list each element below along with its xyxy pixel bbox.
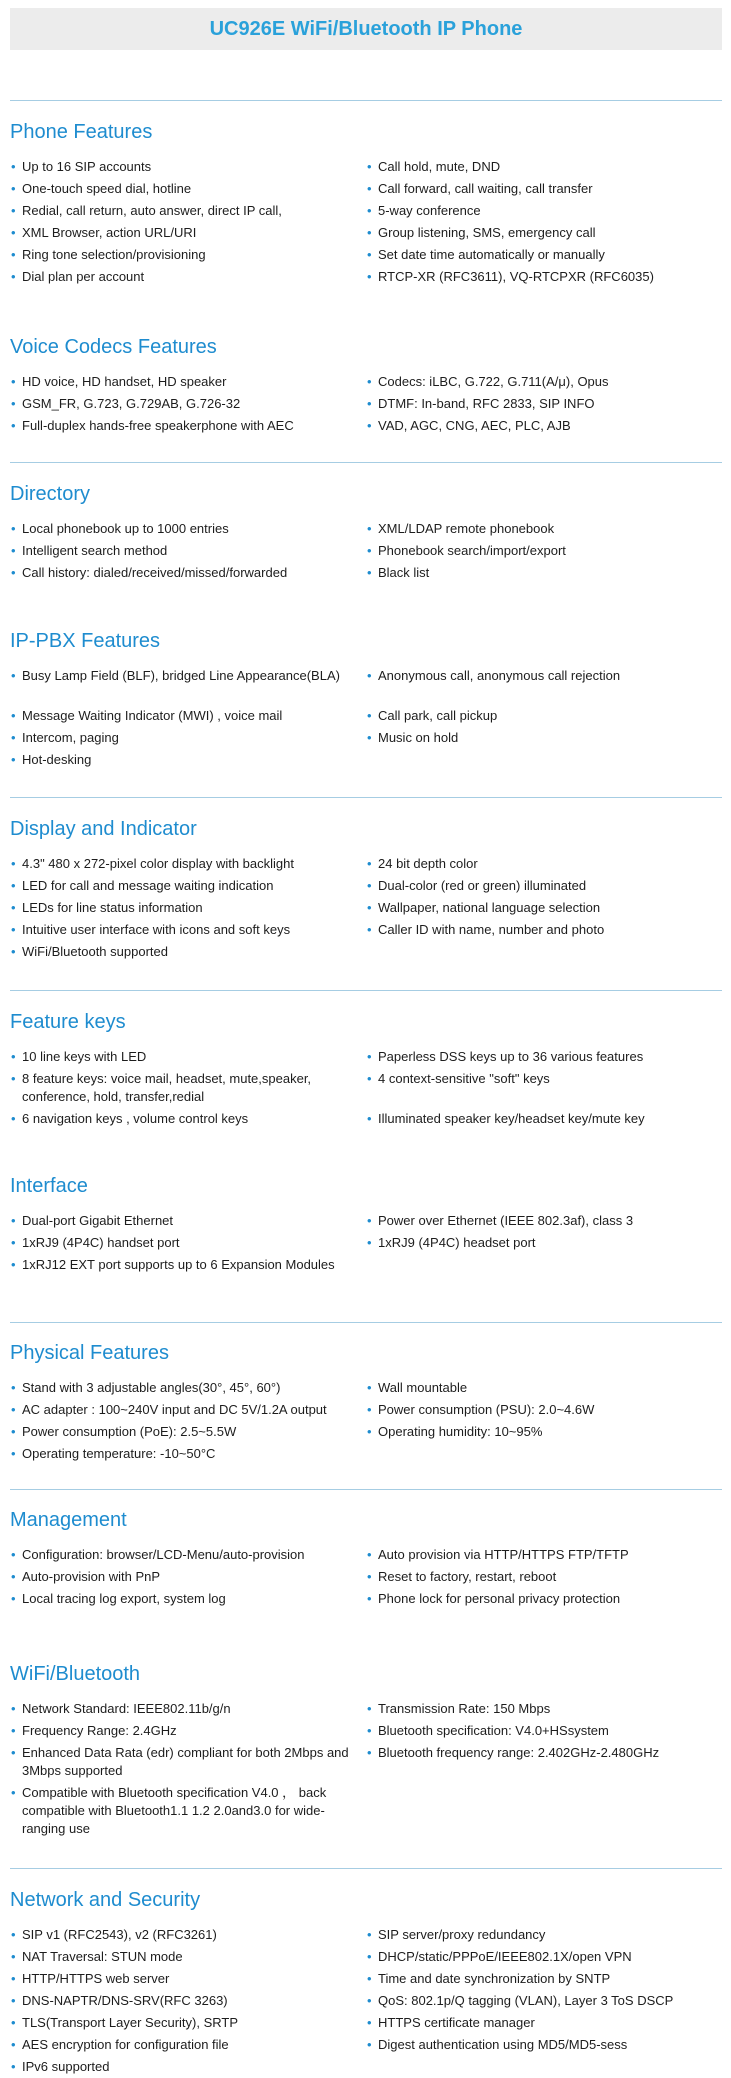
- feature-text: 24 bit depth color: [378, 856, 478, 871]
- bullet-icon: •: [11, 2059, 16, 2074]
- feature-text: Enhanced Data Rata (edr) compliant for both 2Mbps and 3Mbps supported: [22, 1745, 349, 1778]
- feature-text: Ring tone selection/provisioning: [22, 247, 206, 262]
- feature-text: XML Browser, action URL/URI: [22, 225, 197, 240]
- feature-item: [10, 268, 362, 286]
- feature-item: [366, 1700, 718, 1718]
- feature-item: [10, 564, 362, 582]
- feature-text: Bluetooth frequency range: 2.402GHz-2.480GHz: [378, 1745, 660, 1760]
- feature-item: [366, 395, 718, 413]
- feature-text: Configuration: browser/LCD-Menu/auto-provision: [22, 1547, 305, 1562]
- bullet-icon: •: [11, 1049, 16, 1064]
- feature-section: [10, 482, 722, 580]
- bullet-icon: •: [367, 396, 372, 411]
- feature-text: Full-duplex hands-free speakerphone with AEC: [22, 418, 294, 433]
- bullet-icon: •: [367, 2037, 372, 2052]
- feature-text: DHCP/static/PPPoE/IEEE802.1X/open VPN: [378, 1949, 632, 1964]
- feature-text: Redial, call return, auto answer, direct IP call,: [22, 203, 282, 218]
- feature-item: [366, 542, 718, 560]
- feature-item: [366, 1744, 718, 1762]
- bullet-icon: •: [367, 225, 372, 240]
- feature-text: Power over Ethernet (IEEE 802.3af), class 3: [378, 1213, 634, 1228]
- feature-section: [10, 1508, 722, 1606]
- feature-text: HTTPS certificate manager: [378, 2015, 535, 2030]
- title-bar: [10, 8, 722, 50]
- bullet-icon: •: [367, 1380, 372, 1395]
- bullet-icon: •: [367, 708, 372, 723]
- bullet-icon: •: [11, 1213, 16, 1228]
- feature-item: [10, 1784, 362, 1838]
- bullet-icon: •: [11, 878, 16, 893]
- section-heading: Display and Indicator: [10, 818, 197, 840]
- bullet-icon: •: [367, 2015, 372, 2030]
- section-heading: Voice Codecs Features: [10, 336, 217, 358]
- section-heading: Network and Security: [10, 1889, 201, 1911]
- bullet-icon: •: [367, 900, 372, 915]
- feature-item: [366, 1722, 718, 1740]
- section-divider: [10, 1489, 722, 1490]
- bullet-icon: •: [11, 668, 16, 683]
- feature-text: Power consumption (PSU): 2.0~4.6W: [378, 1402, 595, 1417]
- feature-text: Dual-color (red or green) illuminated: [378, 878, 587, 893]
- bullet-icon: •: [11, 565, 16, 580]
- feature-text: Message Waiting Indicator (MWI) , voice mail: [22, 708, 283, 723]
- feature-text: Operating temperature: -10~50°C: [22, 1446, 216, 1461]
- feature-text: Dual-port Gigabit Ethernet: [22, 1213, 174, 1228]
- feature-item: [366, 520, 718, 538]
- bullet-icon: •: [367, 565, 372, 580]
- feature-text: 1xRJ12 EXT port supports up to 6 Expansion Modules: [22, 1257, 335, 1272]
- feature-text: LED for call and message waiting indication: [22, 878, 274, 893]
- bullet-icon: •: [367, 1213, 372, 1228]
- feature-item: [366, 877, 718, 895]
- bullet-icon: •: [367, 1569, 372, 1584]
- feature-text: 4.3" 480 x 272-pixel color display with backlight: [22, 856, 294, 871]
- bullet-icon: •: [11, 1723, 16, 1738]
- feature-section: [10, 629, 722, 767]
- feature-text: Wallpaper, national language selection: [378, 900, 601, 915]
- section-heading: IP-PBX Features: [10, 630, 161, 652]
- bullet-icon: •: [11, 396, 16, 411]
- feature-item: [366, 1568, 718, 1586]
- bullet-icon: •: [11, 730, 16, 745]
- feature-item: [366, 729, 718, 747]
- feature-item: [10, 943, 362, 961]
- bullet-icon: •: [367, 247, 372, 262]
- bullet-icon: •: [11, 1993, 16, 2008]
- bullet-icon: •: [11, 181, 16, 196]
- bullet-icon: •: [11, 269, 16, 284]
- bullet-icon: •: [367, 1971, 372, 1986]
- feature-text: TLS(Transport Layer Security), SRTP: [22, 2015, 239, 2030]
- feature-item: [366, 1590, 718, 1608]
- feature-item: [366, 1110, 718, 1128]
- bullet-icon: •: [367, 1591, 372, 1606]
- feature-text: Black list: [378, 565, 430, 580]
- bullet-icon: •: [11, 752, 16, 767]
- feature-text: Operating humidity: 10~95%: [378, 1424, 543, 1439]
- bullet-icon: •: [11, 374, 16, 389]
- feature-item: [366, 158, 718, 176]
- feature-item: [366, 1379, 718, 1397]
- feature-item: [366, 1992, 718, 2010]
- feature-section: [10, 817, 722, 959]
- feature-text: DNS-NAPTR/DNS-SRV(RFC 3263): [22, 1993, 228, 2008]
- feature-item: [10, 542, 362, 560]
- feature-text: Time and date synchronization by SNTP: [378, 1971, 611, 1986]
- bullet-icon: •: [367, 1424, 372, 1439]
- feature-text: Group listening, SMS, emergency call: [378, 225, 596, 240]
- feature-section: [10, 1174, 722, 1272]
- bullet-icon: •: [11, 1547, 16, 1562]
- feature-item: [10, 1379, 362, 1397]
- bullet-icon: •: [367, 418, 372, 433]
- feature-item: [366, 1234, 718, 1252]
- feature-item: [10, 1110, 362, 1128]
- bullet-icon: •: [11, 1927, 16, 1942]
- feature-text: Anonymous call, anonymous call rejection: [378, 668, 621, 683]
- feature-section: [10, 120, 722, 284]
- feature-text: SIP v1 (RFC2543), v2 (RFC3261): [22, 1927, 217, 1942]
- bullet-icon: •: [367, 1071, 372, 1086]
- section-divider: [10, 1868, 722, 1869]
- bullet-icon: •: [11, 1235, 16, 1250]
- bullet-icon: •: [367, 1993, 372, 2008]
- feature-text: Local phonebook up to 1000 entries: [22, 521, 229, 536]
- feature-text: NAT Traversal: STUN mode: [22, 1949, 183, 1964]
- feature-text: Stand with 3 adjustable angles(30°, 45°, 60°): [22, 1380, 281, 1395]
- feature-item: [10, 1070, 362, 1106]
- feature-text: WiFi/Bluetooth supported: [22, 944, 168, 959]
- feature-item: [10, 1970, 362, 1988]
- feature-text: Wall mountable: [378, 1380, 468, 1395]
- feature-text: AES encryption for configuration file: [22, 2037, 229, 2052]
- feature-text: Busy Lamp Field (BLF), bridged Line Appearance(BLA): [22, 668, 340, 683]
- feature-item: [10, 2036, 362, 2054]
- feature-text: Local tracing log export, system log: [22, 1591, 226, 1606]
- feature-text: Call hold, mute, DND: [378, 159, 501, 174]
- feature-text: 1xRJ9 (4P4C) handset port: [22, 1235, 180, 1250]
- feature-text: Dial plan per account: [22, 269, 145, 284]
- feature-text: VAD, AGC, CNG, AEC, PLC, AJB: [378, 418, 571, 433]
- feature-item: [10, 1926, 362, 1944]
- feature-section: [10, 1888, 722, 2074]
- feature-item: [10, 202, 362, 220]
- feature-item: [366, 1070, 718, 1088]
- feature-item: [10, 751, 362, 769]
- feature-item: [10, 2014, 362, 2032]
- feature-text: AC adapter : 100~240V input and DC 5V/1.2A output: [22, 1402, 327, 1417]
- feature-text: QoS: 802.1p/Q tagging (VLAN), Layer 3 ToS DSCP: [378, 1993, 674, 2008]
- bullet-icon: •: [11, 1071, 16, 1086]
- feature-item: [366, 1048, 718, 1066]
- bullet-icon: •: [11, 900, 16, 915]
- bullet-icon: •: [367, 730, 372, 745]
- bullet-icon: •: [11, 418, 16, 433]
- feature-text: IPv6 supported: [22, 2059, 110, 2074]
- feature-item: [10, 707, 362, 725]
- feature-item: [10, 520, 362, 538]
- bullet-icon: •: [367, 922, 372, 937]
- bullet-icon: •: [367, 1547, 372, 1562]
- feature-item: [10, 1722, 362, 1740]
- section-heading: Management: [10, 1509, 127, 1531]
- feature-text: Digest authentication using MD5/MD5-sess: [378, 2037, 628, 2052]
- feature-section: [10, 335, 722, 433]
- feature-text: Auto-provision with PnP: [22, 1569, 161, 1584]
- feature-text: Phone lock for personal privacy protection: [378, 1591, 621, 1606]
- bullet-icon: •: [11, 922, 16, 937]
- feature-text: LEDs for line status information: [22, 900, 203, 915]
- feature-item: [10, 1256, 362, 1274]
- feature-text: Intelligent search method: [22, 543, 168, 558]
- feature-text: Transmission Rate: 150 Mbps: [378, 1701, 551, 1716]
- feature-text: 8 feature keys: voice mail, headset, mute,speaker, conference, hold, transfer,redial: [22, 1071, 312, 1104]
- bullet-icon: •: [367, 1235, 372, 1250]
- bullet-icon: •: [11, 1446, 16, 1461]
- feature-item: [366, 2036, 718, 2054]
- bullet-icon: •: [11, 1949, 16, 1964]
- feature-item: [10, 667, 362, 685]
- bullet-icon: •: [367, 1723, 372, 1738]
- feature-item: [10, 224, 362, 242]
- feature-text: Intuitive user interface with icons and soft keys: [22, 922, 291, 937]
- feature-text: 4 context-sensitive "soft" keys: [378, 1071, 550, 1086]
- section-heading: WiFi/Bluetooth: [10, 1663, 141, 1685]
- feature-text: RTCP-XR (RFC3611), VQ-RTCPXR (RFC6035): [378, 269, 654, 284]
- feature-text: Compatible with Bluetooth specification V4.0 ， back compatible with Bluetooth1.1 1.2 2.0and3.0 for wide-ranging use: [22, 1785, 327, 1836]
- bullet-icon: •: [11, 1402, 16, 1417]
- feature-item: [366, 373, 718, 391]
- feature-item: [366, 855, 718, 873]
- bullet-icon: •: [367, 1745, 372, 1760]
- feature-item: [366, 268, 718, 286]
- bullet-icon: •: [367, 159, 372, 174]
- feature-item: [366, 921, 718, 939]
- feature-item: [366, 707, 718, 725]
- feature-item: [10, 1234, 362, 1252]
- feature-text: Paperless DSS keys up to 36 various features: [378, 1049, 644, 1064]
- section-divider: [10, 797, 722, 798]
- feature-section: [10, 1662, 722, 1836]
- bullet-icon: •: [367, 374, 372, 389]
- bullet-icon: •: [11, 247, 16, 262]
- feature-text: 1xRJ9 (4P4C) headset port: [378, 1235, 536, 1250]
- bullet-icon: •: [11, 1257, 16, 1272]
- feature-text: 5-way conference: [378, 203, 481, 218]
- feature-item: [10, 395, 362, 413]
- section-heading: Interface: [10, 1175, 88, 1197]
- feature-text: Reset to factory, restart, reboot: [378, 1569, 557, 1584]
- feature-item: [366, 899, 718, 917]
- bullet-icon: •: [367, 1927, 372, 1942]
- bullet-icon: •: [11, 1569, 16, 1584]
- feature-section: [10, 1341, 722, 1461]
- bullet-icon: •: [11, 2015, 16, 2030]
- feature-item: [10, 373, 362, 391]
- feature-text: Call park, call pickup: [378, 708, 498, 723]
- bullet-icon: •: [11, 1785, 16, 1800]
- feature-item: [10, 1401, 362, 1419]
- feature-item: [10, 1212, 362, 1230]
- feature-item: [366, 246, 718, 264]
- feature-text: Frequency Range: 2.4GHz: [22, 1723, 177, 1738]
- feature-text: Power consumption (PoE): 2.5~5.5W: [22, 1424, 237, 1439]
- bullet-icon: •: [11, 708, 16, 723]
- feature-text: Auto provision via HTTP/HTTPS FTP/TFTP: [378, 1547, 629, 1562]
- feature-text: Codecs: iLBC, G.722, G.711(A/μ), Opus: [378, 374, 609, 389]
- bullet-icon: •: [367, 878, 372, 893]
- bullet-icon: •: [11, 1111, 16, 1126]
- section-heading: Phone Features: [10, 121, 153, 143]
- feature-item: [10, 729, 362, 747]
- bullet-icon: •: [11, 1591, 16, 1606]
- feature-text: 6 navigation keys , volume control keys: [22, 1111, 249, 1126]
- feature-item: [10, 1568, 362, 1586]
- feature-text: Network Standard: IEEE802.11b/g/n: [22, 1701, 231, 1716]
- feature-item: [10, 1048, 362, 1066]
- bullet-icon: •: [11, 1971, 16, 1986]
- feature-item: [366, 202, 718, 220]
- bullet-icon: •: [367, 1701, 372, 1716]
- section-heading: Physical Features: [10, 1342, 169, 1364]
- feature-item: [366, 180, 718, 198]
- feature-item: [366, 224, 718, 242]
- bullet-icon: •: [11, 2037, 16, 2052]
- section-heading: Directory: [10, 483, 91, 505]
- feature-item: [366, 1401, 718, 1419]
- feature-item: [366, 1926, 718, 1944]
- section-divider: [10, 1322, 722, 1323]
- feature-text: Set date time automatically or manually: [378, 247, 605, 262]
- bullet-icon: •: [11, 521, 16, 536]
- feature-item: [10, 1445, 362, 1463]
- bullet-icon: •: [367, 1049, 372, 1064]
- feature-item: [366, 1546, 718, 1564]
- bullet-icon: •: [11, 543, 16, 558]
- feature-text: Call forward, call waiting, call transfer: [378, 181, 593, 196]
- section-divider: [10, 990, 722, 991]
- feature-item: [10, 180, 362, 198]
- bullet-icon: •: [367, 543, 372, 558]
- feature-text: 10 line keys with LED: [22, 1049, 147, 1064]
- feature-item: [10, 855, 362, 873]
- feature-text: Caller ID with name, number and photo: [378, 922, 605, 937]
- feature-text: SIP server/proxy redundancy: [378, 1927, 546, 1942]
- feature-item: [366, 417, 718, 435]
- bullet-icon: •: [367, 856, 372, 871]
- feature-item: [10, 1992, 362, 2010]
- feature-text: Phonebook search/import/export: [378, 543, 566, 558]
- bullet-icon: •: [11, 225, 16, 240]
- section-divider: [10, 100, 722, 101]
- bullet-icon: •: [11, 203, 16, 218]
- feature-item: [10, 877, 362, 895]
- feature-item: [10, 1948, 362, 1966]
- feature-item: [10, 246, 362, 264]
- feature-item: [10, 1546, 362, 1564]
- feature-text: Call history: dialed/received/missed/forwarded: [22, 565, 288, 580]
- bullet-icon: •: [367, 1402, 372, 1417]
- feature-text: HD voice, HD handset, HD speaker: [22, 374, 227, 389]
- feature-item: [366, 1948, 718, 1966]
- feature-item: [10, 1423, 362, 1441]
- feature-text: Illuminated speaker key/headset key/mute key: [378, 1111, 645, 1126]
- feature-text: Up to 16 SIP accounts: [22, 159, 152, 174]
- feature-text: Bluetooth specification: V4.0+HSsystem: [378, 1723, 609, 1738]
- feature-item: [10, 921, 362, 939]
- feature-item: [10, 1590, 362, 1608]
- feature-text: One-touch speed dial, hotline: [22, 181, 192, 196]
- section-divider: [10, 462, 722, 463]
- feature-item: [366, 2014, 718, 2032]
- page-title: UC926E WiFi/Bluetooth IP Phone: [209, 17, 523, 40]
- bullet-icon: •: [11, 1380, 16, 1395]
- bullet-icon: •: [11, 1424, 16, 1439]
- bullet-icon: •: [11, 944, 16, 959]
- bullet-icon: •: [11, 159, 16, 174]
- feature-section: [10, 1010, 722, 1126]
- bullet-icon: •: [367, 1111, 372, 1126]
- feature-text: HTTP/HTTPS web server: [22, 1971, 170, 1986]
- feature-item: [10, 1744, 362, 1780]
- feature-item: [10, 2058, 362, 2076]
- section-heading: Feature keys: [10, 1011, 126, 1033]
- bullet-icon: •: [11, 1745, 16, 1760]
- feature-item: [366, 1423, 718, 1441]
- feature-text: GSM_FR, G.723, G.729AB, G.726-32: [22, 396, 241, 411]
- bullet-icon: •: [11, 856, 16, 871]
- feature-item: [366, 1212, 718, 1230]
- feature-text: Intercom, paging: [22, 730, 119, 745]
- feature-text: XML/LDAP remote phonebook: [378, 521, 555, 536]
- feature-item: [366, 564, 718, 582]
- bullet-icon: •: [367, 521, 372, 536]
- bullet-icon: •: [367, 203, 372, 218]
- bullet-icon: •: [367, 181, 372, 196]
- feature-item: [366, 667, 718, 685]
- feature-item: [10, 899, 362, 917]
- feature-text: Hot-desking: [22, 752, 92, 767]
- feature-text: DTMF: In-band, RFC 2833, SIP INFO: [378, 396, 595, 411]
- bullet-icon: •: [367, 668, 372, 683]
- feature-item: [366, 1970, 718, 1988]
- bullet-icon: •: [11, 1701, 16, 1716]
- bullet-icon: •: [367, 1949, 372, 1964]
- feature-item: [10, 417, 362, 435]
- feature-text: Music on hold: [378, 730, 459, 745]
- bullet-icon: •: [367, 269, 372, 284]
- feature-item: [10, 1700, 362, 1718]
- feature-item: [10, 158, 362, 176]
